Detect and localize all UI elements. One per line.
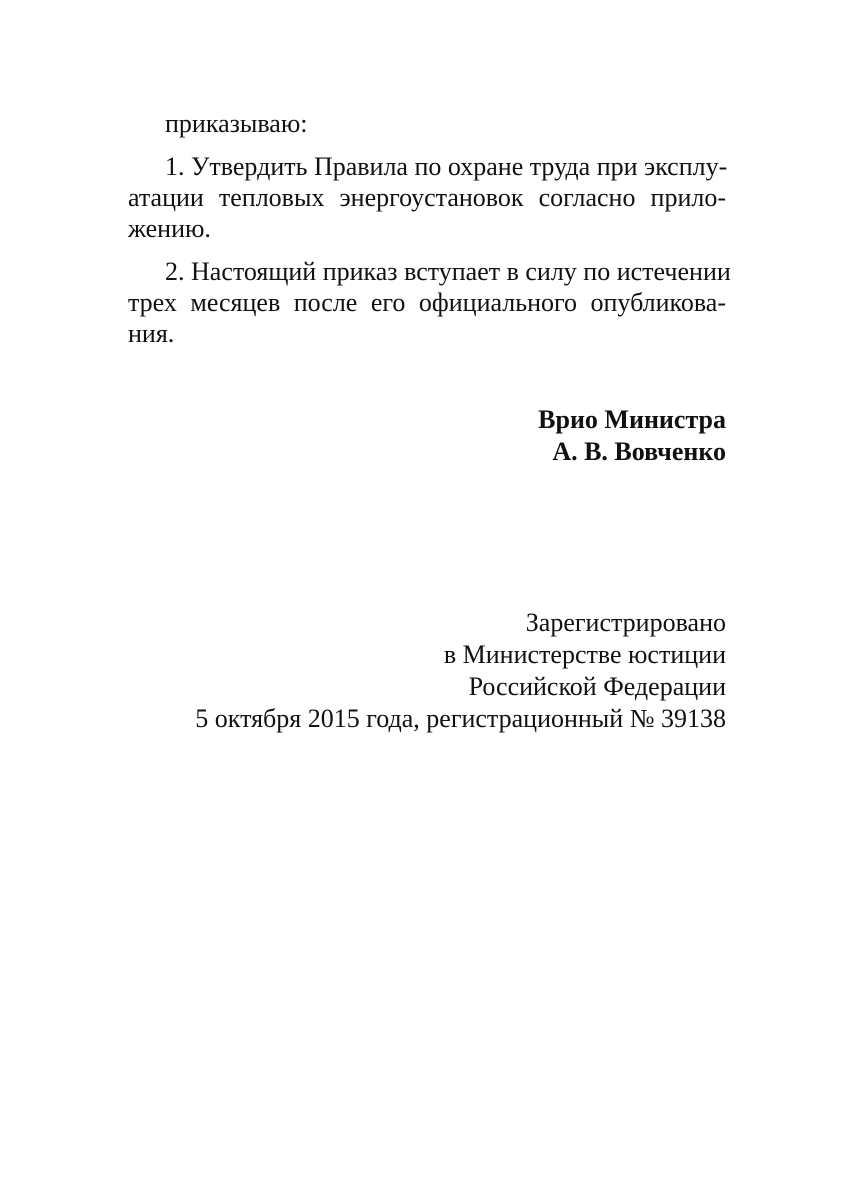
signature-name: А. В. Вовченко (552, 437, 726, 466)
item-1-line-1: 1. Утвердить Правила по охране труда при эксплу- (165, 152, 728, 181)
registration-line-3: Российской Федерации (468, 672, 726, 701)
item-1-line-3: жению. (128, 214, 211, 243)
item-1-line-2: атации тепловых энергоустановок согласно прило- (128, 183, 726, 212)
item-2-line-1: 2. Настоящий приказ вступает в силу по истечении (165, 257, 731, 286)
registration-line-2: в Министерстве юстиции (443, 640, 726, 669)
registration-line-4: 5 октября 2015 года, регистрационный № 39138 (195, 704, 726, 733)
signature-position: Врио Министра (538, 405, 726, 434)
intro-text: приказываю: (165, 109, 308, 138)
registration-line-1: Зарегистрировано (525, 608, 726, 637)
item-2-line-3: ния. (128, 319, 175, 348)
item-2-line-2: трех месяцев после его официального опубликова- (128, 288, 726, 317)
